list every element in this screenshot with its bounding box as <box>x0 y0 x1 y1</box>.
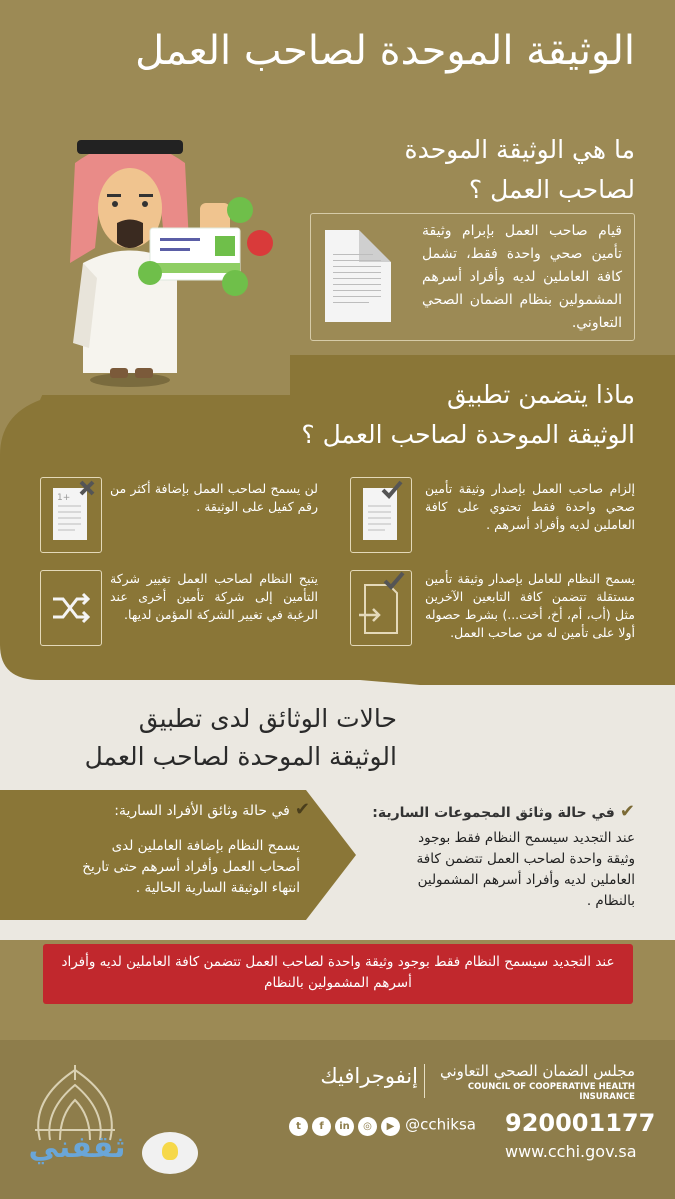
renewal-notice-text: عند التجديد سيسمح النظام فقط بوجود وثيقة واحدة لصاحب العمل تتضمن كافة العاملين لديه وأفراد أسرهم المشمولين بالنظام <box>61 954 615 991</box>
individual-case-title-row <box>60 799 310 820</box>
page-title: الوثيقة الموحدة لصاحب العمل <box>135 28 635 74</box>
section2-question-line1: ماذا يتضمن تطبيق <box>446 380 635 409</box>
group-case-title: في حالة وثائق المجموعات السارية: <box>372 805 615 821</box>
group-case-text: عند التجديد سيسمح النظام فقط بوجود وثيقة واحدة لصاحب العمل تتضمن كافة العاملين لديه وأفراد أسرهم المشمولين بالنظام . <box>416 830 635 909</box>
watermark-logo <box>12 1130 202 1180</box>
feature-3-text: يسمح النظام للعامل بإصدار وثيقة تأمين مستقلة تتضمن كافة التابعين الآخرين مثل (أب، أم، أخ، أخت...) بشرط حصوله أولا على تأمين له من صاحب العمل. <box>425 571 635 640</box>
section3-question-line1: حالات الوثائق لدى تطبيق <box>138 704 397 733</box>
group-case-title-row <box>335 801 635 822</box>
phone-number[interactable]: 920001177 <box>505 1109 656 1137</box>
checkmark-icon: ✔ <box>619 801 635 822</box>
definition-box <box>310 213 635 341</box>
feature-4-text: يتيح النظام لصاحب العمل تغيير شركة التأمين إلى شركة تأمين أخرى عند الرغبة في تغيير الشركة المؤمن لديها. <box>110 571 318 622</box>
org-name-ar: مجلس الضمان الصحي التعاوني <box>439 1062 635 1080</box>
section2-question-line2: الوثيقة الموحدة لصاحب العمل ؟ <box>301 420 635 449</box>
shuffle-icon <box>40 570 102 646</box>
youtube-icon[interactable]: ▶ <box>381 1117 400 1136</box>
employer-character-illustration <box>55 128 285 390</box>
section2-question <box>215 375 635 455</box>
document-import-icon <box>350 570 412 646</box>
org-name-en: COUNCIL OF COOPERATIVE HEALTH INSURANCE <box>467 1082 635 1102</box>
linkedin-icon[interactable]: in <box>335 1117 354 1136</box>
org-logo-block <box>430 1062 635 1102</box>
feature-1-text: إلزام صاحب العمل بإصدار وثيقة تأمين صحي واحدة فقط تحتوي على كافة العاملين لديه وأفراد أسرهم . <box>425 481 635 532</box>
document-icon <box>325 230 391 322</box>
footer-divider <box>424 1064 425 1098</box>
social-links <box>285 1114 476 1136</box>
feature-2-text: لن يسمح لصاحب العمل بإضافة أكثر من رقم كفيل على الوثيقة . <box>110 481 318 514</box>
renewal-notice <box>43 944 633 1004</box>
instagram-icon[interactable]: ◎ <box>358 1117 377 1136</box>
document-check-icon <box>350 477 412 553</box>
section1-question <box>305 130 635 210</box>
watermark-text: ثقفني <box>28 1130 126 1165</box>
individual-case-text: يسمح النظام بإضافة العاملين لدى أصحاب العمل وأفراد أسرهم حتى تاريخ انتهاء الوثيقة السارية الحالية . <box>82 838 300 896</box>
definition-text: قيام صاحب العمل بإبرام وثيقة تأمين صحي واحدة فقط، تشمل كافة العاملين لديه وأفراد أسرهم المشمولين بنظام الضمان الصحي التعاوني. <box>422 223 622 331</box>
twitter-icon[interactable]: t <box>289 1117 308 1136</box>
website-link[interactable]: www.cchi.gov.sa <box>505 1142 637 1161</box>
facebook-icon[interactable]: f <box>312 1117 331 1136</box>
document-cross-icon <box>40 477 102 553</box>
checkmark-icon: ✔ <box>294 799 310 820</box>
section3-question <box>17 700 397 776</box>
svg-text:1+: 1+ <box>57 493 71 503</box>
infographic-label: إنفوجرافيك <box>320 1064 418 1088</box>
section3-question-line2: الوثيقة الموحدة لصاحب العمل <box>84 742 397 771</box>
individual-case-title: في حالة وثائق الأفراد السارية: <box>114 803 290 819</box>
section1-question-line2: لصاحب العمل ؟ <box>468 175 635 204</box>
section1-question-line1: ما هي الوثيقة الموحدة <box>404 135 635 164</box>
social-handle[interactable]: @cchiksa <box>405 1115 476 1134</box>
